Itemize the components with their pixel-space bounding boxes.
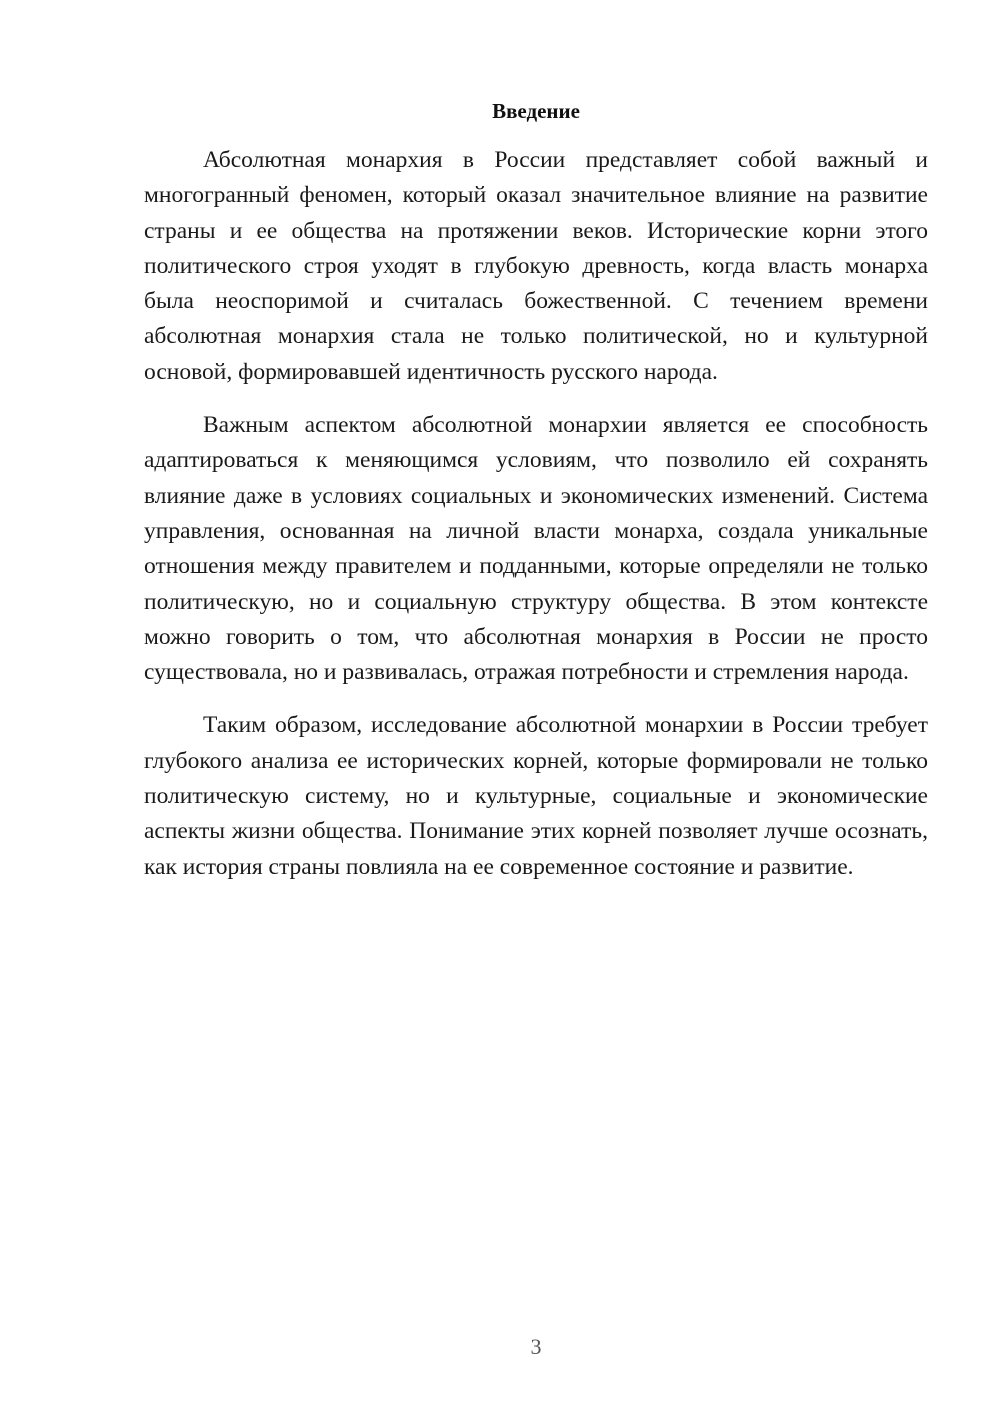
paragraph-3: Таким образом, исследование абсолютной монархии в России требует глубокого анализа ее исторических корней, которые формировали не только политическую систему, но и культурные, социальные и экономические аспекты жизни общества. Понимание этих корней позволяет лучше осознать, как история страны повлияла на ее современное состояние и развитие.	[144, 712, 928, 880]
section-heading: Введение	[492, 99, 580, 123]
body-text	[144, 143, 928, 903]
paragraph-2: Важным аспектом абсолютной монархии является ее способность адаптироваться к меняющимся условиям, что позволило ей сохранять влияние даже в условиях социальных и экономических изменений. Система управления, основанная на личной власти монарха, создала уникальные отношения между правителем и подданными, которые определяли не только политическую, но и социальную структуру общества. В этом контексте можно говорить о том, что абсолютная монархия в России не просто существовала, но и развивалась, отражая потребности и стремления народа.	[144, 412, 928, 686]
page-number: 3	[530, 1334, 542, 1359]
paragraph-1: Абсолютная монархия в России представляет собой важный и многогранный феномен, который оказал значительное влияние на развитие страны и ее общества на протяжении веков. Исторические корни этого политического строя уходят в глубокую древность, когда власть монарха была неоспоримой и считалась божественной. С течением времени абсолютная монархия стала не только политической, но и культурной основой, формировавшей идентичность русского народа.	[144, 147, 928, 385]
